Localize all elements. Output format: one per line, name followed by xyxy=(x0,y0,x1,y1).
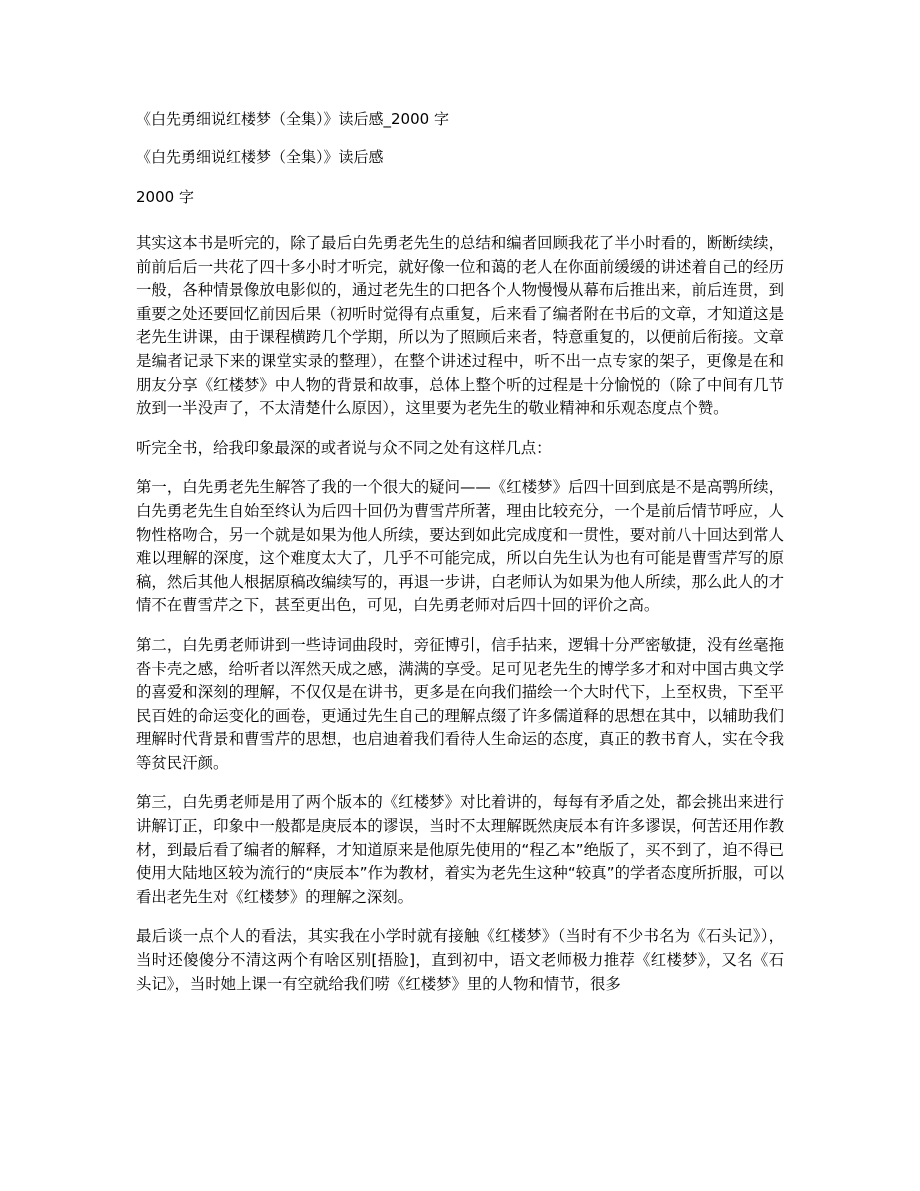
paragraph-point-two: 第二，白先勇老师讲到一些诗词曲段时，旁征博引，信手拈来，逻辑十分严密敏捷，没有丝毫拖沓卡壳之感，给听者以浑然天成之感，满满的享受。足可见老先生的博学多才和对中国古典文学的喜爱和深刻的理解，不仅仅是在讲书，更多是在向我们描绘一个大时代下，上至权贵，下至平民百姓的命运变化的画卷，更通过先生自己的理解点缀了许多儒道释的思想在其中，以辅助我们理解时代背景和曹雪芹的思想，也启迪着我们看待人生命运的态度，真正的教书育人，实在令我等贫民汗颜。 xyxy=(136,635,784,772)
document-heading: 《白先勇细说红楼梦（全集）》读后感_2000 字 xyxy=(136,110,449,128)
paragraph-intro: 其实这本书是听完的，除了最后白先勇老先生的总结和编者回顾我花了半小时看的，断断续续，前前后后一共花了四十多小时才听完，就好像一位和蔼的老人在你面前缓缓的讲述着自己的经历一般，各种情景像放电影似的，通过老先生的口把各个人物慢慢从幕布后推出来，前后连贯，到重要之处还要回忆前因后果（初听时觉得有点重复，后来看了编者附在书后的文章，才知道这是老先生讲课，由于课程横跨几个学期，所以为了照顾后来者，特意重复的，以便前后衔接。文章是编者记录下来的课堂实录的整理），在整个讲述过程中，听不出一点专家的架子，更像是在和朋友分享《红楼梦》中人物的背景和故事，总体上整个听的过程是十分愉悦的（除了中间有几节放到一半没声了，不太清楚什么原因），这里要为老先生的敬业精神和乐观态度点个赞。 xyxy=(136,234,784,418)
document-page xyxy=(136,100,784,996)
paragraph-personal-view: 最后谈一点个人的看法，其实我在小学时就有接触《红楼梦》（当时有不少书名为《石头记》），当时还傻傻分不清这两个有啥区别[捂脸]，直到初中，语文老师极力推荐《红楼梦》，又名《石头记》，当时她上课一有空就给我们唠《红楼梦》里的人物和情节，很多 xyxy=(136,927,784,993)
word-count: 2000 字 xyxy=(136,188,194,206)
document-subheading: 《白先勇细说红楼梦（全集）》读后感 xyxy=(136,148,384,166)
paragraph-summary-lead: 听完全书，给我印象最深的或者说与众不同之处有这样几点： xyxy=(136,438,552,457)
paragraph-point-one: 第一，白先勇老先生解答了我的一个很大的疑问——《红楼梦》后四十回到底是不是高鹗所续，白先勇老先生自始至终认为后四十回仍为曹雪芹所著，理由比较充分，一个是前后情节呼应，人物性格吻合，另一个就是如果为他人所续，要达到如此完成度和一贯性，要对前八十回达到常人难以理解的深度，这个难度太大了，几乎不可能完成，所以白先生认为也有可能是曹雪芹写的原稿，然后其他人根据原稿改编续写的，再退一步讲，白老师认为如果为他人所续，那么此人的才情不在曹雪芹之下，甚至更出色，可见，白先勇老师对后四十回的评价之高。 xyxy=(136,478,784,615)
paragraph-point-three: 第三，白先勇老师是用了两个版本的《红楼梦》对比着讲的，每每有矛盾之处，都会挑出来进行讲解订正，印象中一般都是庚辰本的谬误，当时不太理解既然庚辰本有许多谬误，何苦还用作教材，到最后看了编者的解释，才知道原来是他原先使用的“程乙本”绝版了，买不到了，迫不得已使用大陆地区较为流行的“庚辰本”作为教材，着实为老先生这种“较真”的学者态度所折服，可以看出老先生对《红楼梦》的理解之深刻。 xyxy=(136,793,784,906)
